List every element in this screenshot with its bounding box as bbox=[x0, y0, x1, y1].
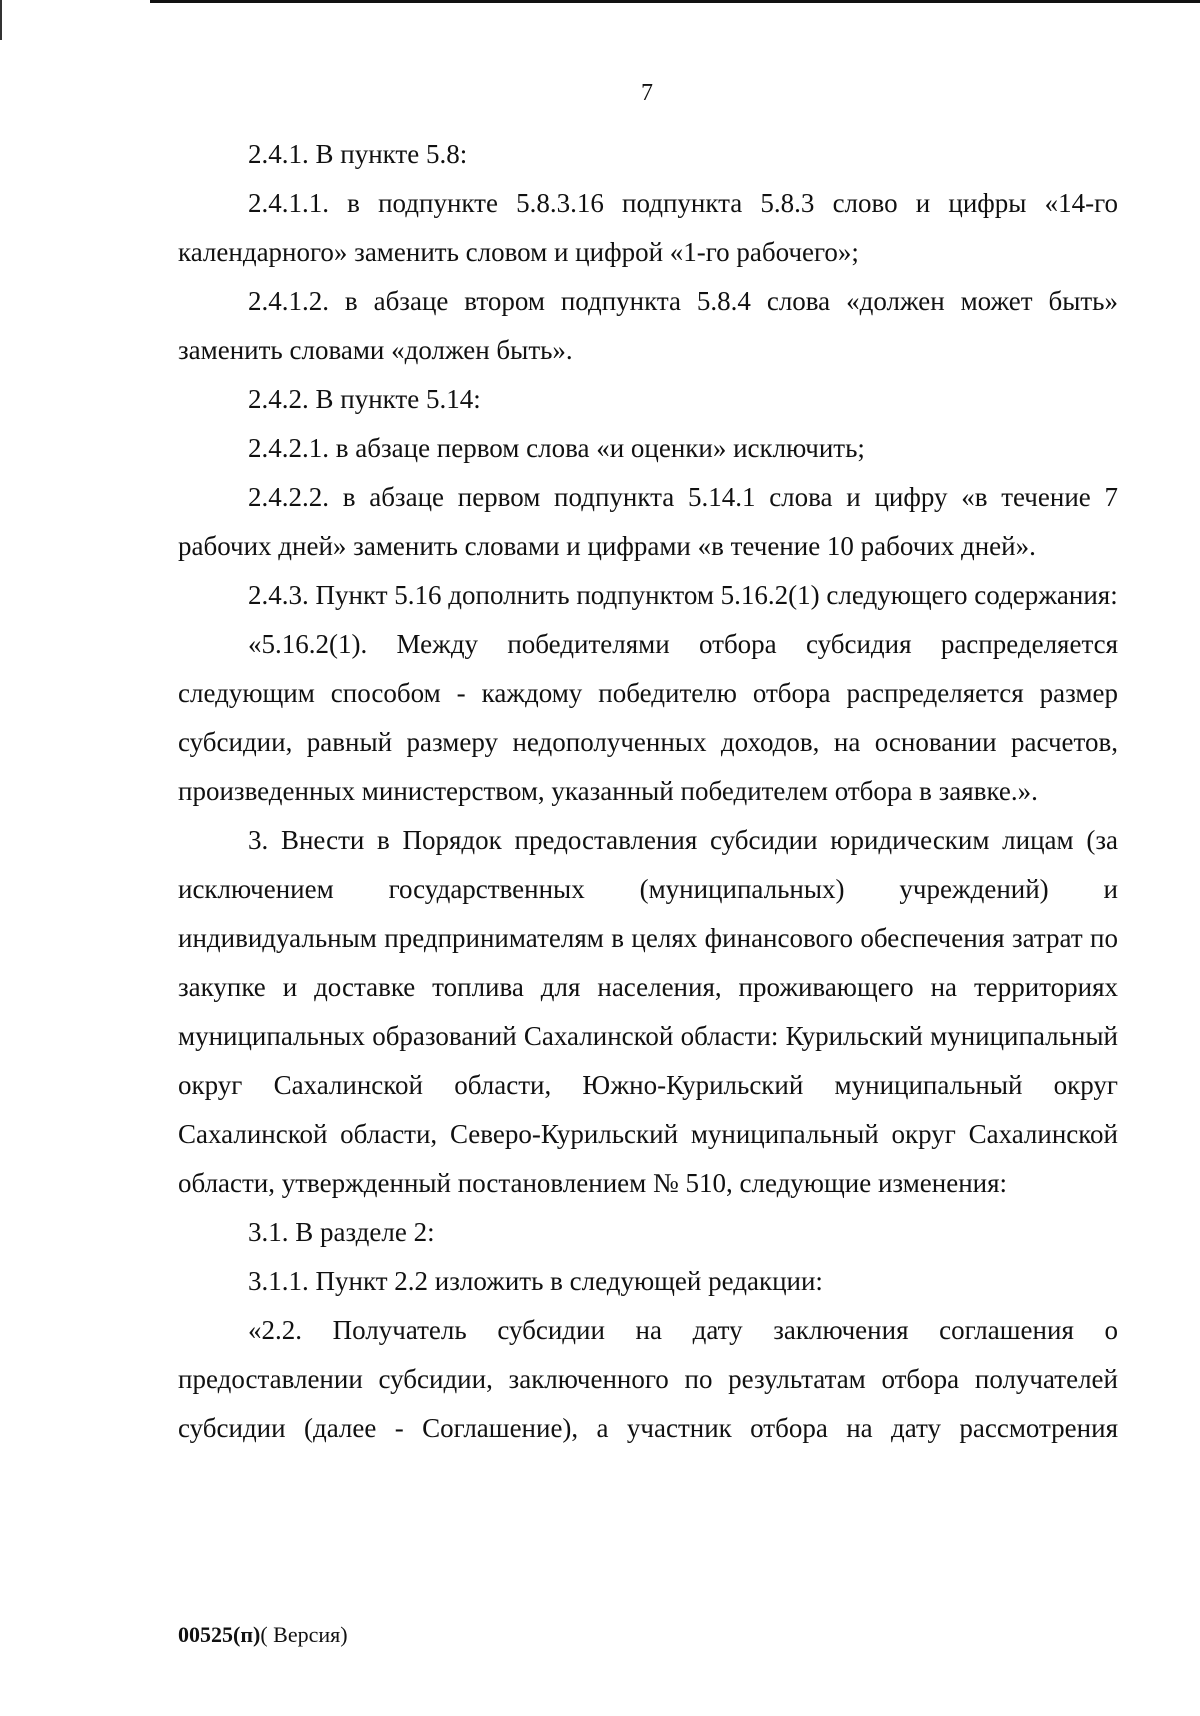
paragraph-5-16-2-1: «5.16.2(1). Между победителями отбора субсидия распределяется следующим способом - каждому победителю отбора распределяется размер субсидии, равный размеру недополученных доходов, на основании расчетов, произведенных министерством, указанный победителем отбора в заявке.». bbox=[178, 629, 1118, 806]
document-body bbox=[178, 130, 1118, 1453]
document-code: 00525(п) bbox=[178, 1622, 261, 1647]
paragraph-2-4-2: 2.4.2. В пункте 5.14: bbox=[248, 384, 481, 414]
paragraph-2-4-2-1: 2.4.2.1. в абзаце первом слова «и оценки» исключить; bbox=[248, 433, 865, 463]
document-footer bbox=[178, 1622, 348, 1648]
paragraph-2-2-quote: «2.2. Получатель субсидии на дату заключения соглашения о предоставлении субсидии, заключенного по результатам отбора получателей субсидии (далее - Соглашение), а участник отбора на дату рассмотрения bbox=[178, 1315, 1118, 1443]
top-border-line bbox=[150, 0, 1200, 3]
paragraph-3-1: 3.1. В разделе 2: bbox=[248, 1217, 435, 1247]
paragraph-2-4-1: 2.4.1. В пункте 5.8: bbox=[248, 139, 468, 169]
left-edge-mark bbox=[0, 0, 2, 40]
paragraph-2-4-2-2: 2.4.2.2. в абзаце первом подпункта 5.14.1 слова и цифру «в течение 7 рабочих дней» заменить словами и цифрами «в течение 10 рабочих дней». bbox=[178, 482, 1118, 561]
paragraph-2-4-3: 2.4.3. Пункт 5.16 дополнить подпунктом 5.16.2(1) следующего содержания: bbox=[248, 580, 1118, 610]
paragraph-2-4-1-1: 2.4.1.1. в подпункте 5.8.3.16 подпункта 5.8.3 слово и цифры «14-го календарного» заменить словом и цифрой «1-го рабочего»; bbox=[178, 188, 1118, 267]
paragraph-2-4-1-2: 2.4.1.2. в абзаце втором подпункта 5.8.4 слова «должен может быть» заменить словами «должен быть». bbox=[178, 286, 1118, 365]
paragraph-3-1-1: 3.1.1. Пункт 2.2 изложить в следующей редакции: bbox=[248, 1266, 823, 1296]
document-version: ( Версия) bbox=[260, 1622, 348, 1647]
page-number: 7 bbox=[641, 80, 653, 106]
paragraph-3: 3. Внести в Порядок предоставления субсидии юридическим лицам (за исключением государственных (муниципальных) учреждений) и индивидуальным предпринимателям в целях финансового обеспечения затрат по закупке и доставке топлива для населения, проживающего на территориях муниципальных образований Сахалинской области: Курильский муниципальный округ Сахалинской области, Южно-Курильский муниципальный округ Сахалинской области, Северо-Курильский муниципальный округ Сахалинской области, утвержденный постановлением № 510, следующие изменения: bbox=[178, 825, 1118, 1198]
